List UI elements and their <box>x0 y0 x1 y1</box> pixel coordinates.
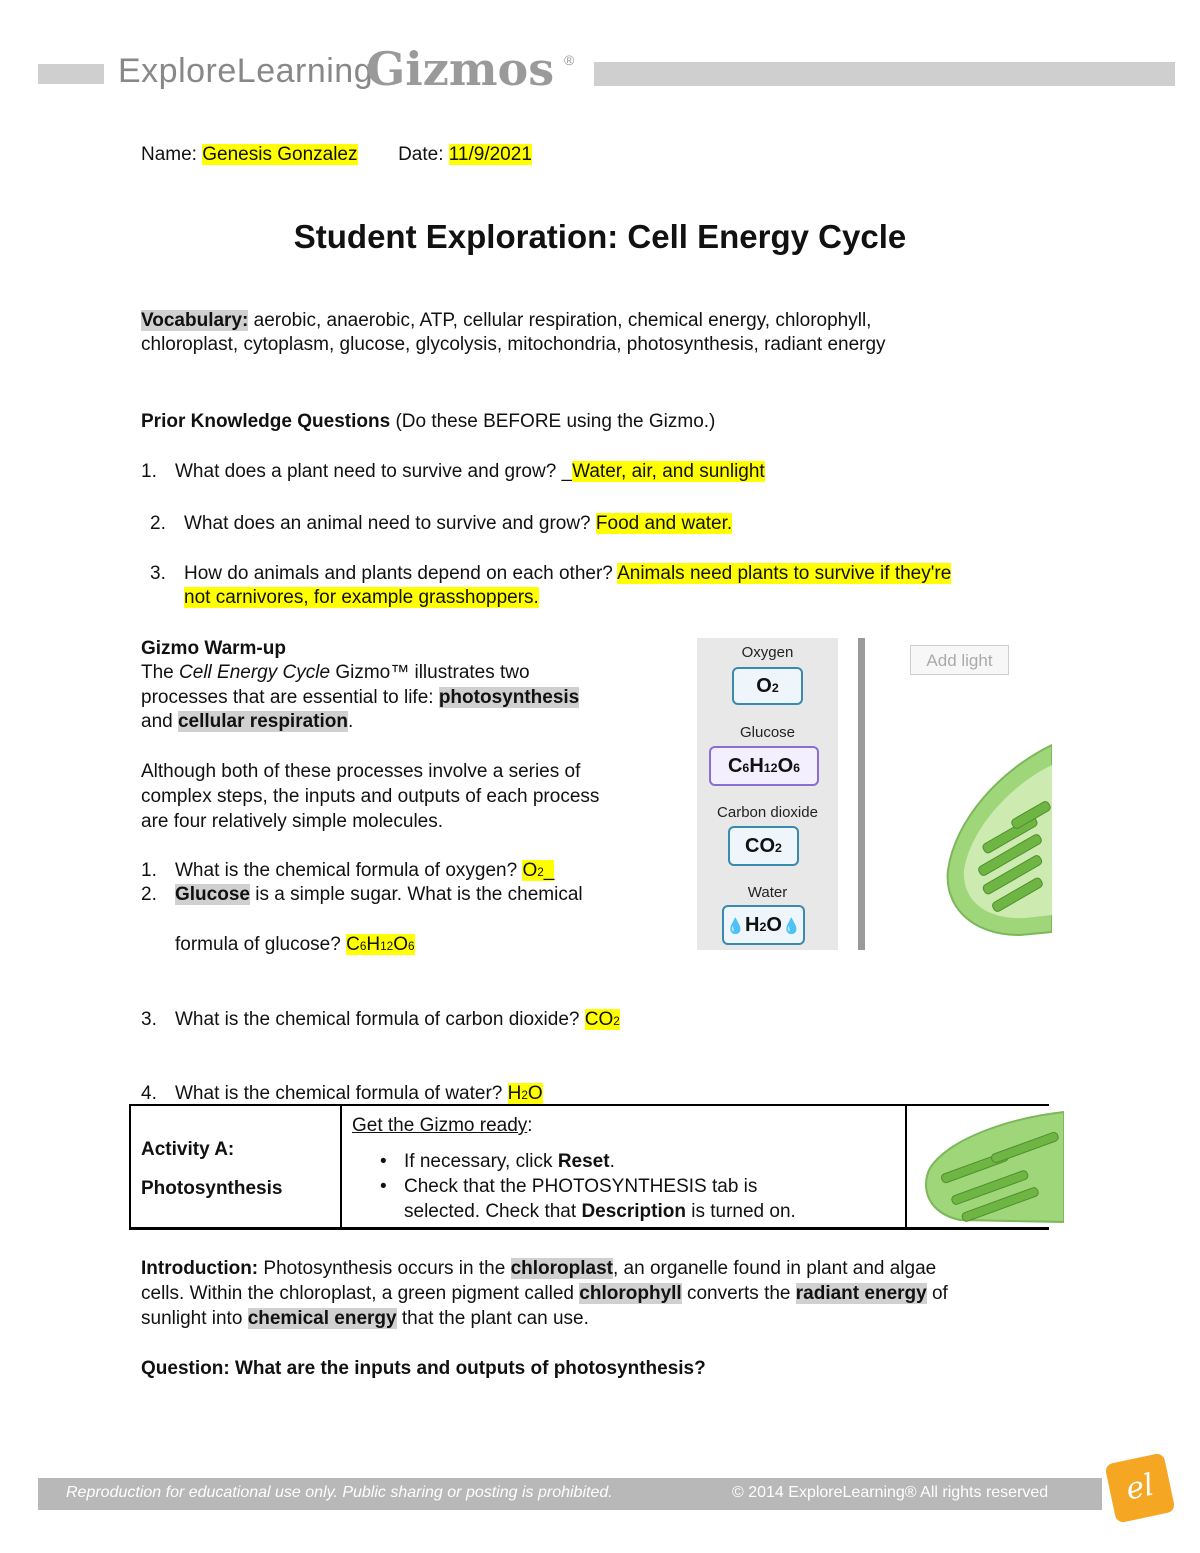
date-label: Date: <box>398 144 444 165</box>
activity-question: Question: What are the inputs and outputs of photosynthesis? <box>141 1358 706 1379</box>
bullet: • <box>380 1151 387 1172</box>
question-text: formula of glucose? <box>175 934 341 955</box>
warmup-p2-line1: Although both of these processes involve a series of <box>141 761 581 782</box>
text: of <box>931 1283 948 1304</box>
warmup-question-3 <box>141 1007 620 1034</box>
text: processes that are essential to life: <box>141 687 434 708</box>
text: If necessary, click <box>404 1151 553 1172</box>
table-divider <box>340 1104 342 1230</box>
answer-glucose: C6H12O6 <box>346 934 415 955</box>
text: selected. Check that <box>404 1201 577 1222</box>
term-glucose: Glucose <box>175 884 250 905</box>
name-value: Genesis Gonzalez <box>202 144 358 165</box>
term-chlorophyll: chlorophyll <box>579 1283 682 1304</box>
warmup-p1-line3 <box>141 709 353 734</box>
prior-question-1 <box>141 459 765 484</box>
vocabulary-line-1 <box>141 308 871 333</box>
explorelearning-badge-logo: el <box>1104 1452 1175 1523</box>
text: that the plant can use. <box>401 1308 589 1329</box>
intro-line-3 <box>141 1306 589 1331</box>
prior-question-3 <box>150 561 951 586</box>
warmup-question-2 <box>141 882 583 907</box>
prior-knowledge-heading <box>141 409 715 434</box>
explorelearning-logo: ExploreLearning <box>118 52 374 90</box>
question-text: What does a plant need to survive and grow? _ <box>175 461 573 482</box>
ready-bullet-1 <box>380 1149 615 1174</box>
droplet-icon: 💧 <box>726 918 746 935</box>
text: Gizmo™ illustrates two <box>335 662 530 683</box>
q-number: 2. <box>141 884 157 905</box>
gizmos-logo: Gizmos <box>366 42 555 96</box>
registered-mark: ® <box>564 52 575 68</box>
prior-heading-note: (Do these BEFORE using the Gizmo.) <box>395 411 716 432</box>
name-label: Name: <box>141 144 197 165</box>
q-number: 2. <box>150 513 166 534</box>
question-text: What is the chemical formula of water? <box>175 1083 503 1104</box>
vocabulary-terms-1: aerobic, anaerobic, ATP, cellular respiration, chemical energy, chlorophyll, <box>253 310 872 331</box>
panel-divider <box>858 638 865 950</box>
term-chloroplast: chloroplast <box>510 1258 613 1279</box>
answer-co2: CO2 <box>584 1009 620 1030</box>
text: is turned on. <box>691 1201 796 1222</box>
footer-disclaimer: Reproduction for educational use only. Public sharing or posting is prohibited. <box>66 1484 613 1501</box>
intro-line-2 <box>141 1281 948 1306</box>
co2-molecule-button[interactable]: CO2 <box>728 826 799 866</box>
term-chemical-energy: chemical energy <box>247 1308 397 1329</box>
term-photosynthesis: photosynthesis <box>438 687 580 708</box>
term-cellular-respiration: cellular respiration <box>177 711 348 732</box>
prior-answer-3-cont <box>184 585 539 610</box>
warmup-question-2-cont <box>175 932 415 959</box>
name-date-line <box>141 142 532 167</box>
gizmo-name: Cell Energy Cycle <box>179 662 331 683</box>
warmup-question-1 <box>141 858 554 885</box>
reset-term: Reset <box>557 1151 610 1172</box>
vocabulary-label: Vocabulary: <box>141 310 249 331</box>
page-title: Student Exploration: Cell Energy Cycle <box>293 218 907 255</box>
date-value: 11/9/2021 <box>448 144 532 165</box>
question-text: What is the chemical formula of carbon dioxide? <box>175 1009 580 1030</box>
text: Check that the PHOTOSYNTHESIS tab is <box>404 1176 758 1197</box>
footer-copyright: © 2014 ExploreLearning® All rights reserved <box>732 1484 1049 1501</box>
prior-heading-text: Prior Knowledge Questions <box>141 411 391 432</box>
text: , an organelle found in plant and algae <box>612 1258 937 1279</box>
intro-line-1 <box>141 1256 936 1281</box>
water-label: Water <box>747 884 788 901</box>
answer-h2o: H2O <box>507 1083 543 1104</box>
answer-o2: O2_ <box>522 860 555 881</box>
carbon-dioxide-label: Carbon dioxide <box>717 804 818 821</box>
answer-text: Water, air, and sunlight <box>572 461 765 482</box>
bullet: • <box>380 1176 387 1197</box>
chloroplast-thumbnail <box>920 1108 1064 1226</box>
answer-text: not carnivores, for example grasshoppers. <box>184 587 539 608</box>
period: . <box>348 711 354 732</box>
intro-label: Introduction: <box>141 1258 259 1279</box>
ready-bullet-2 <box>380 1174 757 1199</box>
chloroplast-illustration <box>940 740 1052 940</box>
warmup-heading: Gizmo Warm-up <box>141 638 286 659</box>
gizmo-ready-line <box>352 1113 533 1138</box>
text: and <box>141 711 173 732</box>
q-number: 3. <box>150 563 166 584</box>
term-radiant-energy: radiant energy <box>795 1283 927 1304</box>
activity-name: Photosynthesis <box>141 1178 283 1199</box>
prior-question-2 <box>150 511 732 536</box>
ready-bullet-2-cont <box>404 1199 796 1224</box>
warmup-p2-line2: complex steps, the inputs and outputs of each process <box>141 786 600 807</box>
vocabulary-terms-2: chloroplast, cytoplasm, glucose, glycolysis, mitochondria, photosynthesis, radiant energy <box>141 334 886 355</box>
droplet-icon: 💧 <box>781 918 801 935</box>
text: The <box>141 662 174 683</box>
q-number: 4. <box>141 1083 157 1104</box>
q-number: 1. <box>141 860 157 881</box>
oxygen-molecule-button[interactable]: O2 <box>732 667 803 705</box>
answer-text: Animals need plants to survive if they're <box>617 563 952 584</box>
warmup-p1-line1 <box>141 660 530 685</box>
question-text: What is the chemical formula of oxygen? <box>175 860 518 881</box>
table-divider <box>905 1104 907 1230</box>
glucose-molecule-button[interactable]: C6H12O6 <box>709 746 819 786</box>
header-bar-left <box>38 64 104 84</box>
description-term: Description <box>581 1201 686 1222</box>
question-text: How do animals and plants depend on each other? <box>184 563 613 584</box>
text: converts the <box>686 1283 791 1304</box>
text: Photosynthesis occurs in the <box>263 1258 506 1279</box>
warmup-p1-line2 <box>141 685 579 710</box>
text: . <box>609 1151 615 1172</box>
gizmo-ready-heading: Get the Gizmo ready <box>352 1115 528 1136</box>
add-light-button[interactable]: Add light <box>910 645 1009 675</box>
question-text: What does an animal need to survive and grow? <box>184 513 591 534</box>
text: sunlight into <box>141 1308 243 1329</box>
water-molecule-button[interactable]: 💧H2O💧 <box>722 905 805 945</box>
warmup-p2-line3: are four relatively simple molecules. <box>141 811 444 832</box>
header-bar-right <box>594 62 1175 86</box>
answer-text: Food and water. <box>595 513 733 534</box>
glucose-label: Glucose <box>739 724 796 741</box>
question-text: is a simple sugar. What is the chemical <box>255 884 583 905</box>
oxygen-label: Oxygen <box>741 644 794 661</box>
activity-label: Activity A: <box>141 1139 235 1160</box>
text: cells. Within the chloroplast, a green pigment called <box>141 1283 575 1304</box>
colon: : <box>527 1115 533 1136</box>
q-number: 1. <box>141 461 157 482</box>
q-number: 3. <box>141 1009 157 1030</box>
